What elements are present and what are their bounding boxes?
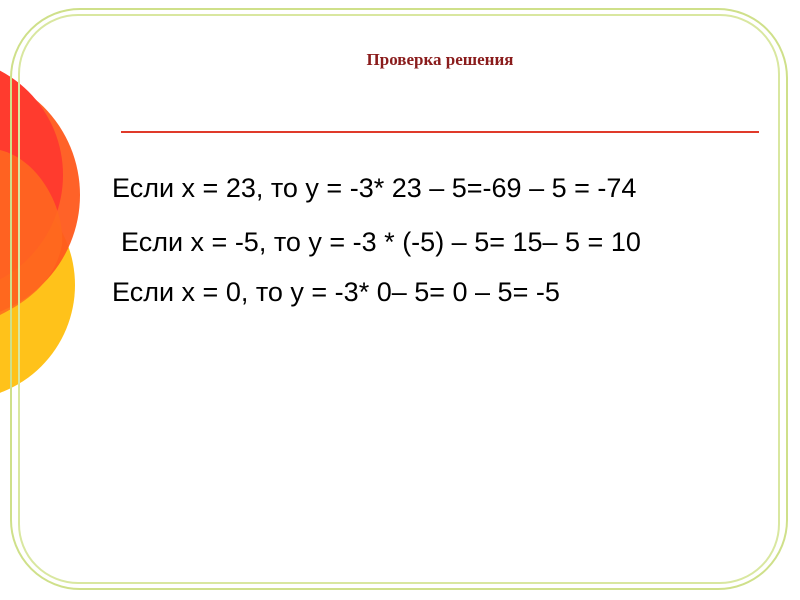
title-divider <box>121 131 759 133</box>
slide-title: Проверка решения <box>366 50 514 69</box>
solution-check-line-2: Если х = -5, то у = -3 * (-5) – 5= 15– 5 = 10 <box>121 227 641 257</box>
solution-check-line-1: Если х = 23, то у = -3* 23 – 5=-69 – 5 = -74 <box>112 173 637 203</box>
solution-check-line-3: Если х = 0, то у = -3* 0– 5= 0 – 5= -5 <box>112 277 560 307</box>
